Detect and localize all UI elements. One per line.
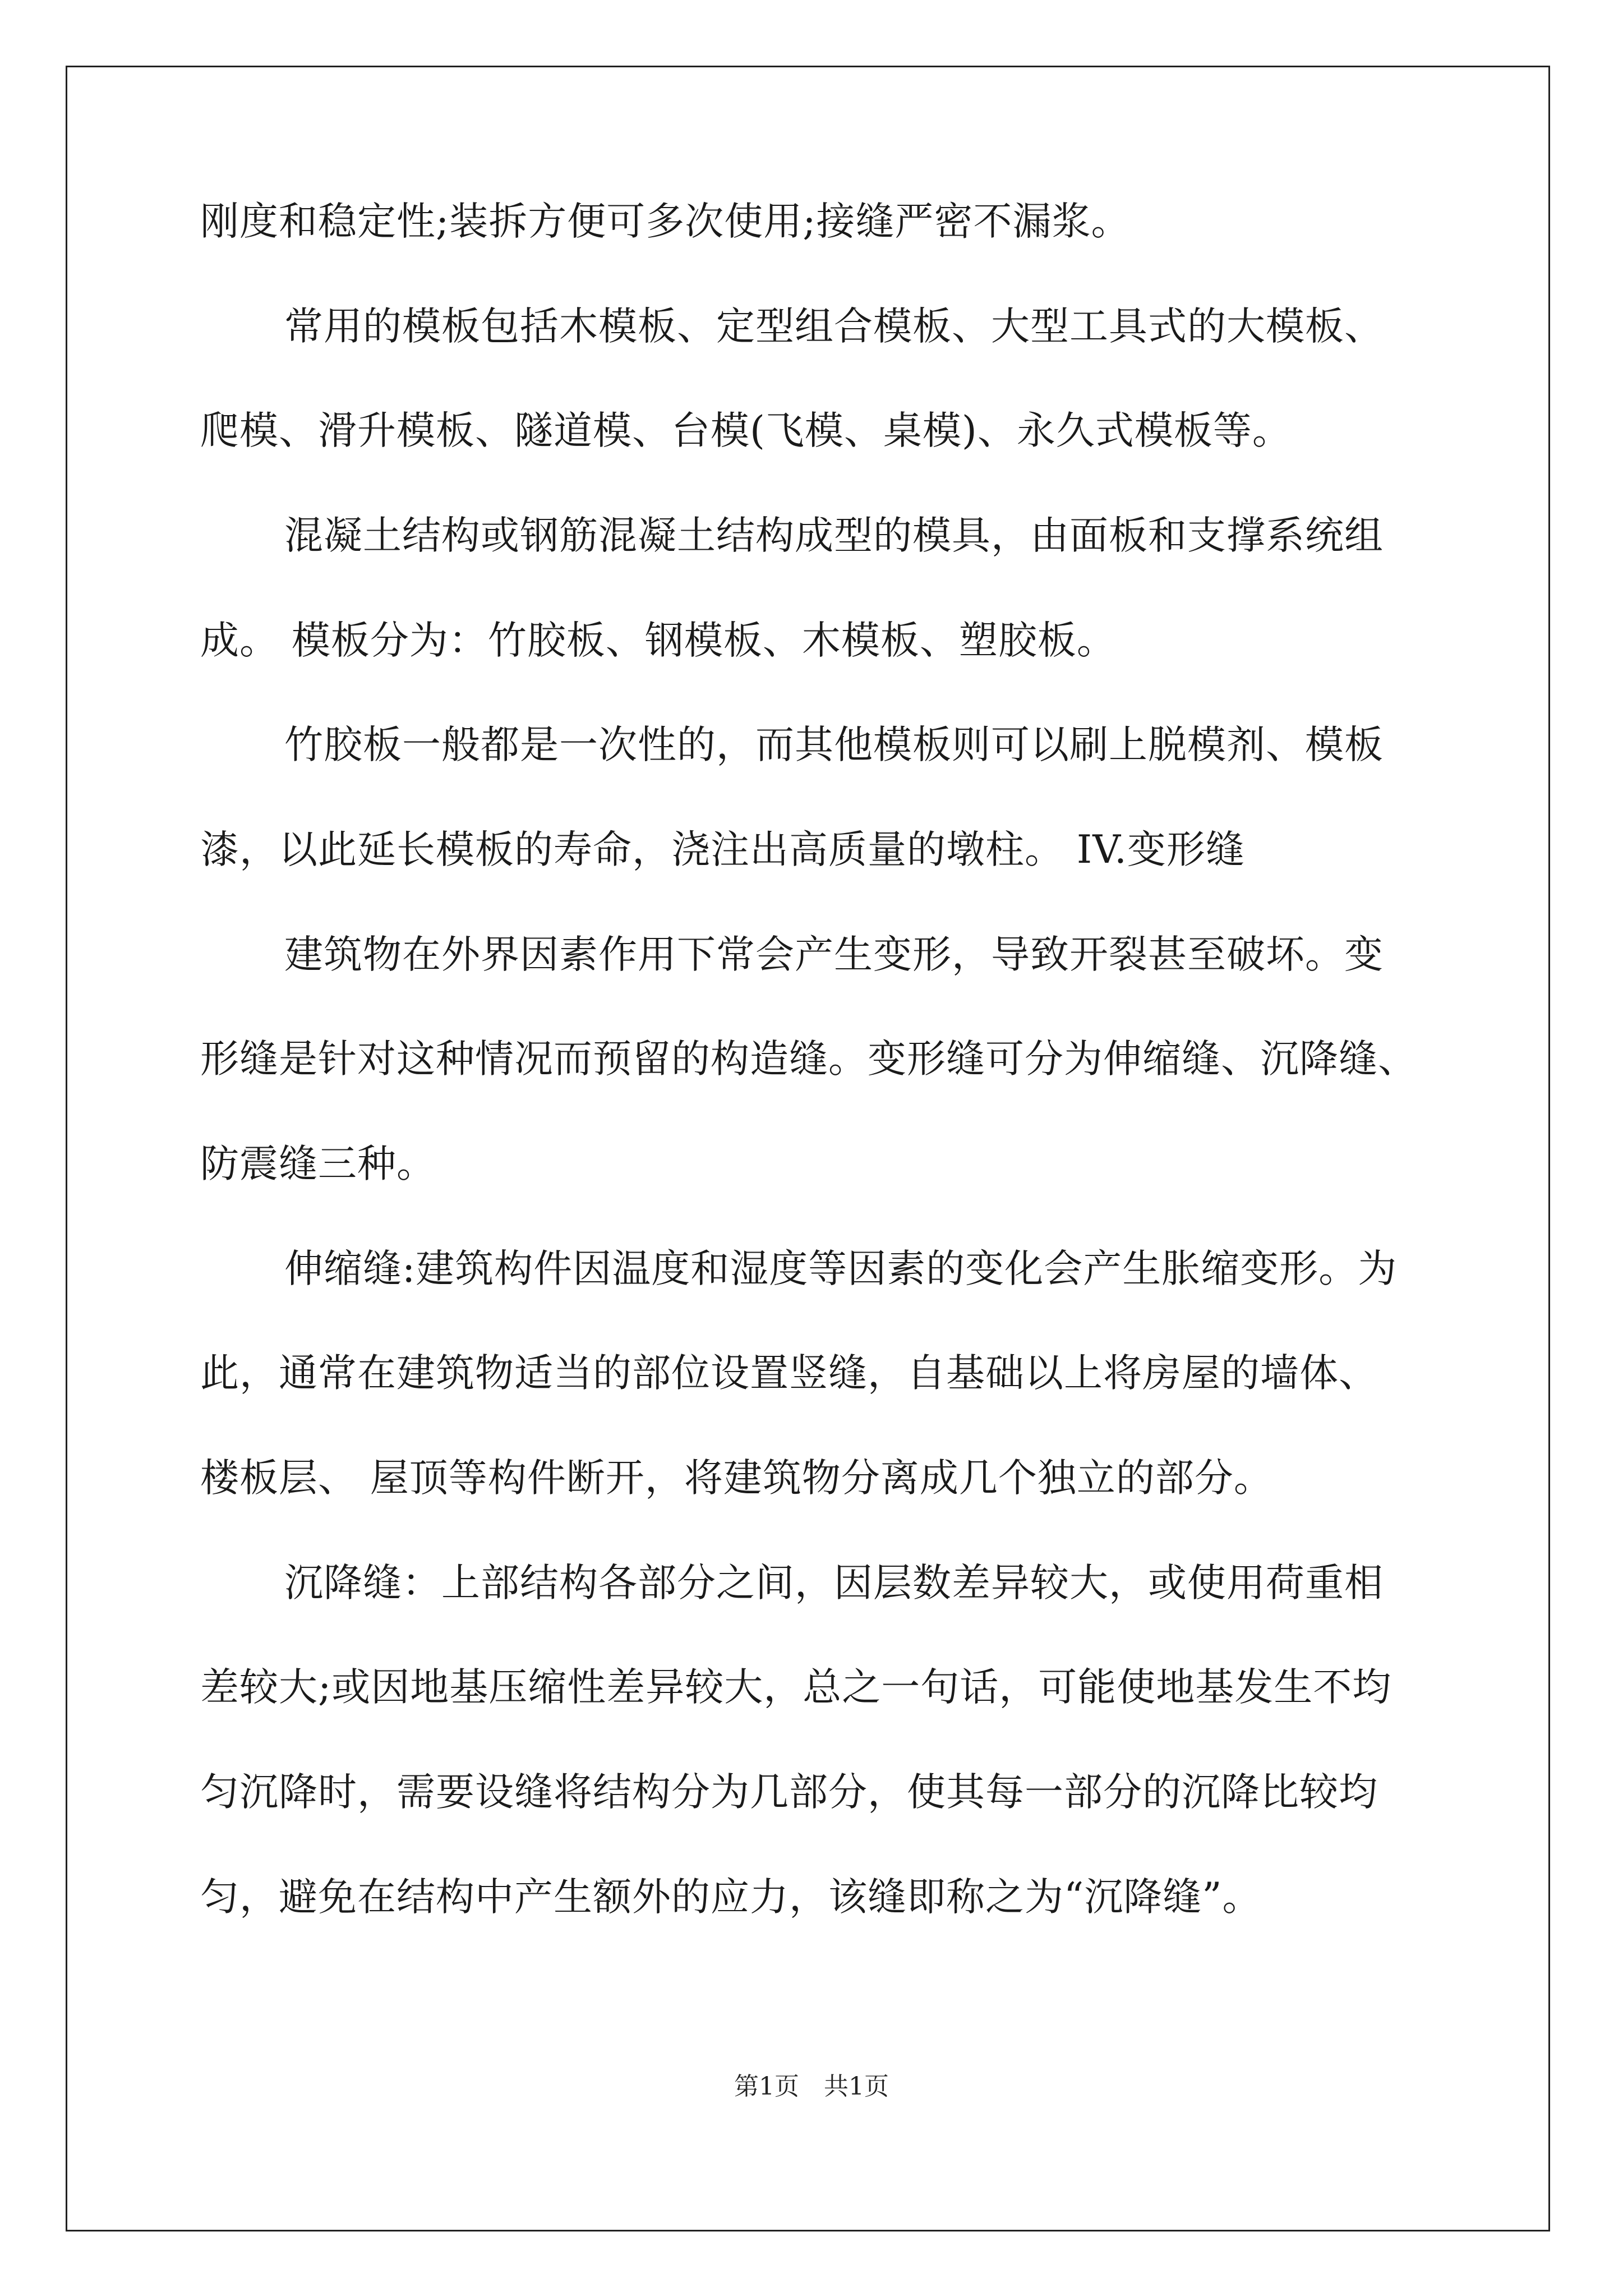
- paragraph-first-line: 混凝土结构或钢筋混凝土结构成型的模具，由面板和支撑系统组: [284, 513, 1384, 558]
- text-line: 刚度和稳定性;装拆方便可多次使用;接缝严密不漏浆。: [200, 199, 1131, 244]
- text-line: 此，通常在建筑物适当的部位设置竖缝，自基础以上将房屋的墙体、: [200, 1351, 1378, 1396]
- paragraph-first-line: 建筑物在外界因素作用下常会产生变形，导致开裂甚至破坏。变: [284, 932, 1384, 977]
- paragraph-first-line: 竹胶板一般都是一次性的，而其他模板则可以刷上脱模剂、模板: [284, 723, 1384, 767]
- paragraph-first-line: 常用的模板包括木模板、定型组合模板、大型工具式的大模板、: [284, 304, 1384, 349]
- text-line: 成。 模板分为：竹胶板、钢模板、木模板、塑胶板。: [200, 618, 1116, 663]
- text-line: 爬模、滑升模板、隧道模、台模(飞模、桌模)、永久式模板等。: [200, 408, 1292, 453]
- text-line: 楼板层、 屋顶等构件断开，将建筑物分离成几个独立的部分。: [200, 1456, 1273, 1501]
- page-number-footer: 第1页 共1页: [734, 2072, 889, 2101]
- paragraph-first-line: 伸缩缝:建筑构件因温度和湿度等因素的变化会产生胀缩变形。为: [284, 1246, 1398, 1291]
- paragraph-first-line: 沉降缝：上部结构各部分之间，因层数差异较大，或使用荷重相: [284, 1561, 1384, 1605]
- text-line: 匀沉降时，需要设缝将结构分为几部分，使其每一部分的沉降比较均: [200, 1770, 1378, 1815]
- text-line: 漆，以此延长模板的寿命，浇注出高质量的墩柱。 IV.变形缝: [200, 827, 1245, 872]
- text-line: 差较大;或因地基压缩性差异较大，总之一句话，可能使地基发生不均: [200, 1665, 1392, 1710]
- text-line: 匀，避免在结构中产生额外的应力，该缝即称之为“沉降缝”。: [200, 1875, 1262, 1920]
- text-line: 防震缝三种。: [200, 1142, 436, 1186]
- text-line: 形缝是针对这种情况而预留的构造缝。变形缝可分为伸缩缝、沉降缝、: [200, 1037, 1417, 1082]
